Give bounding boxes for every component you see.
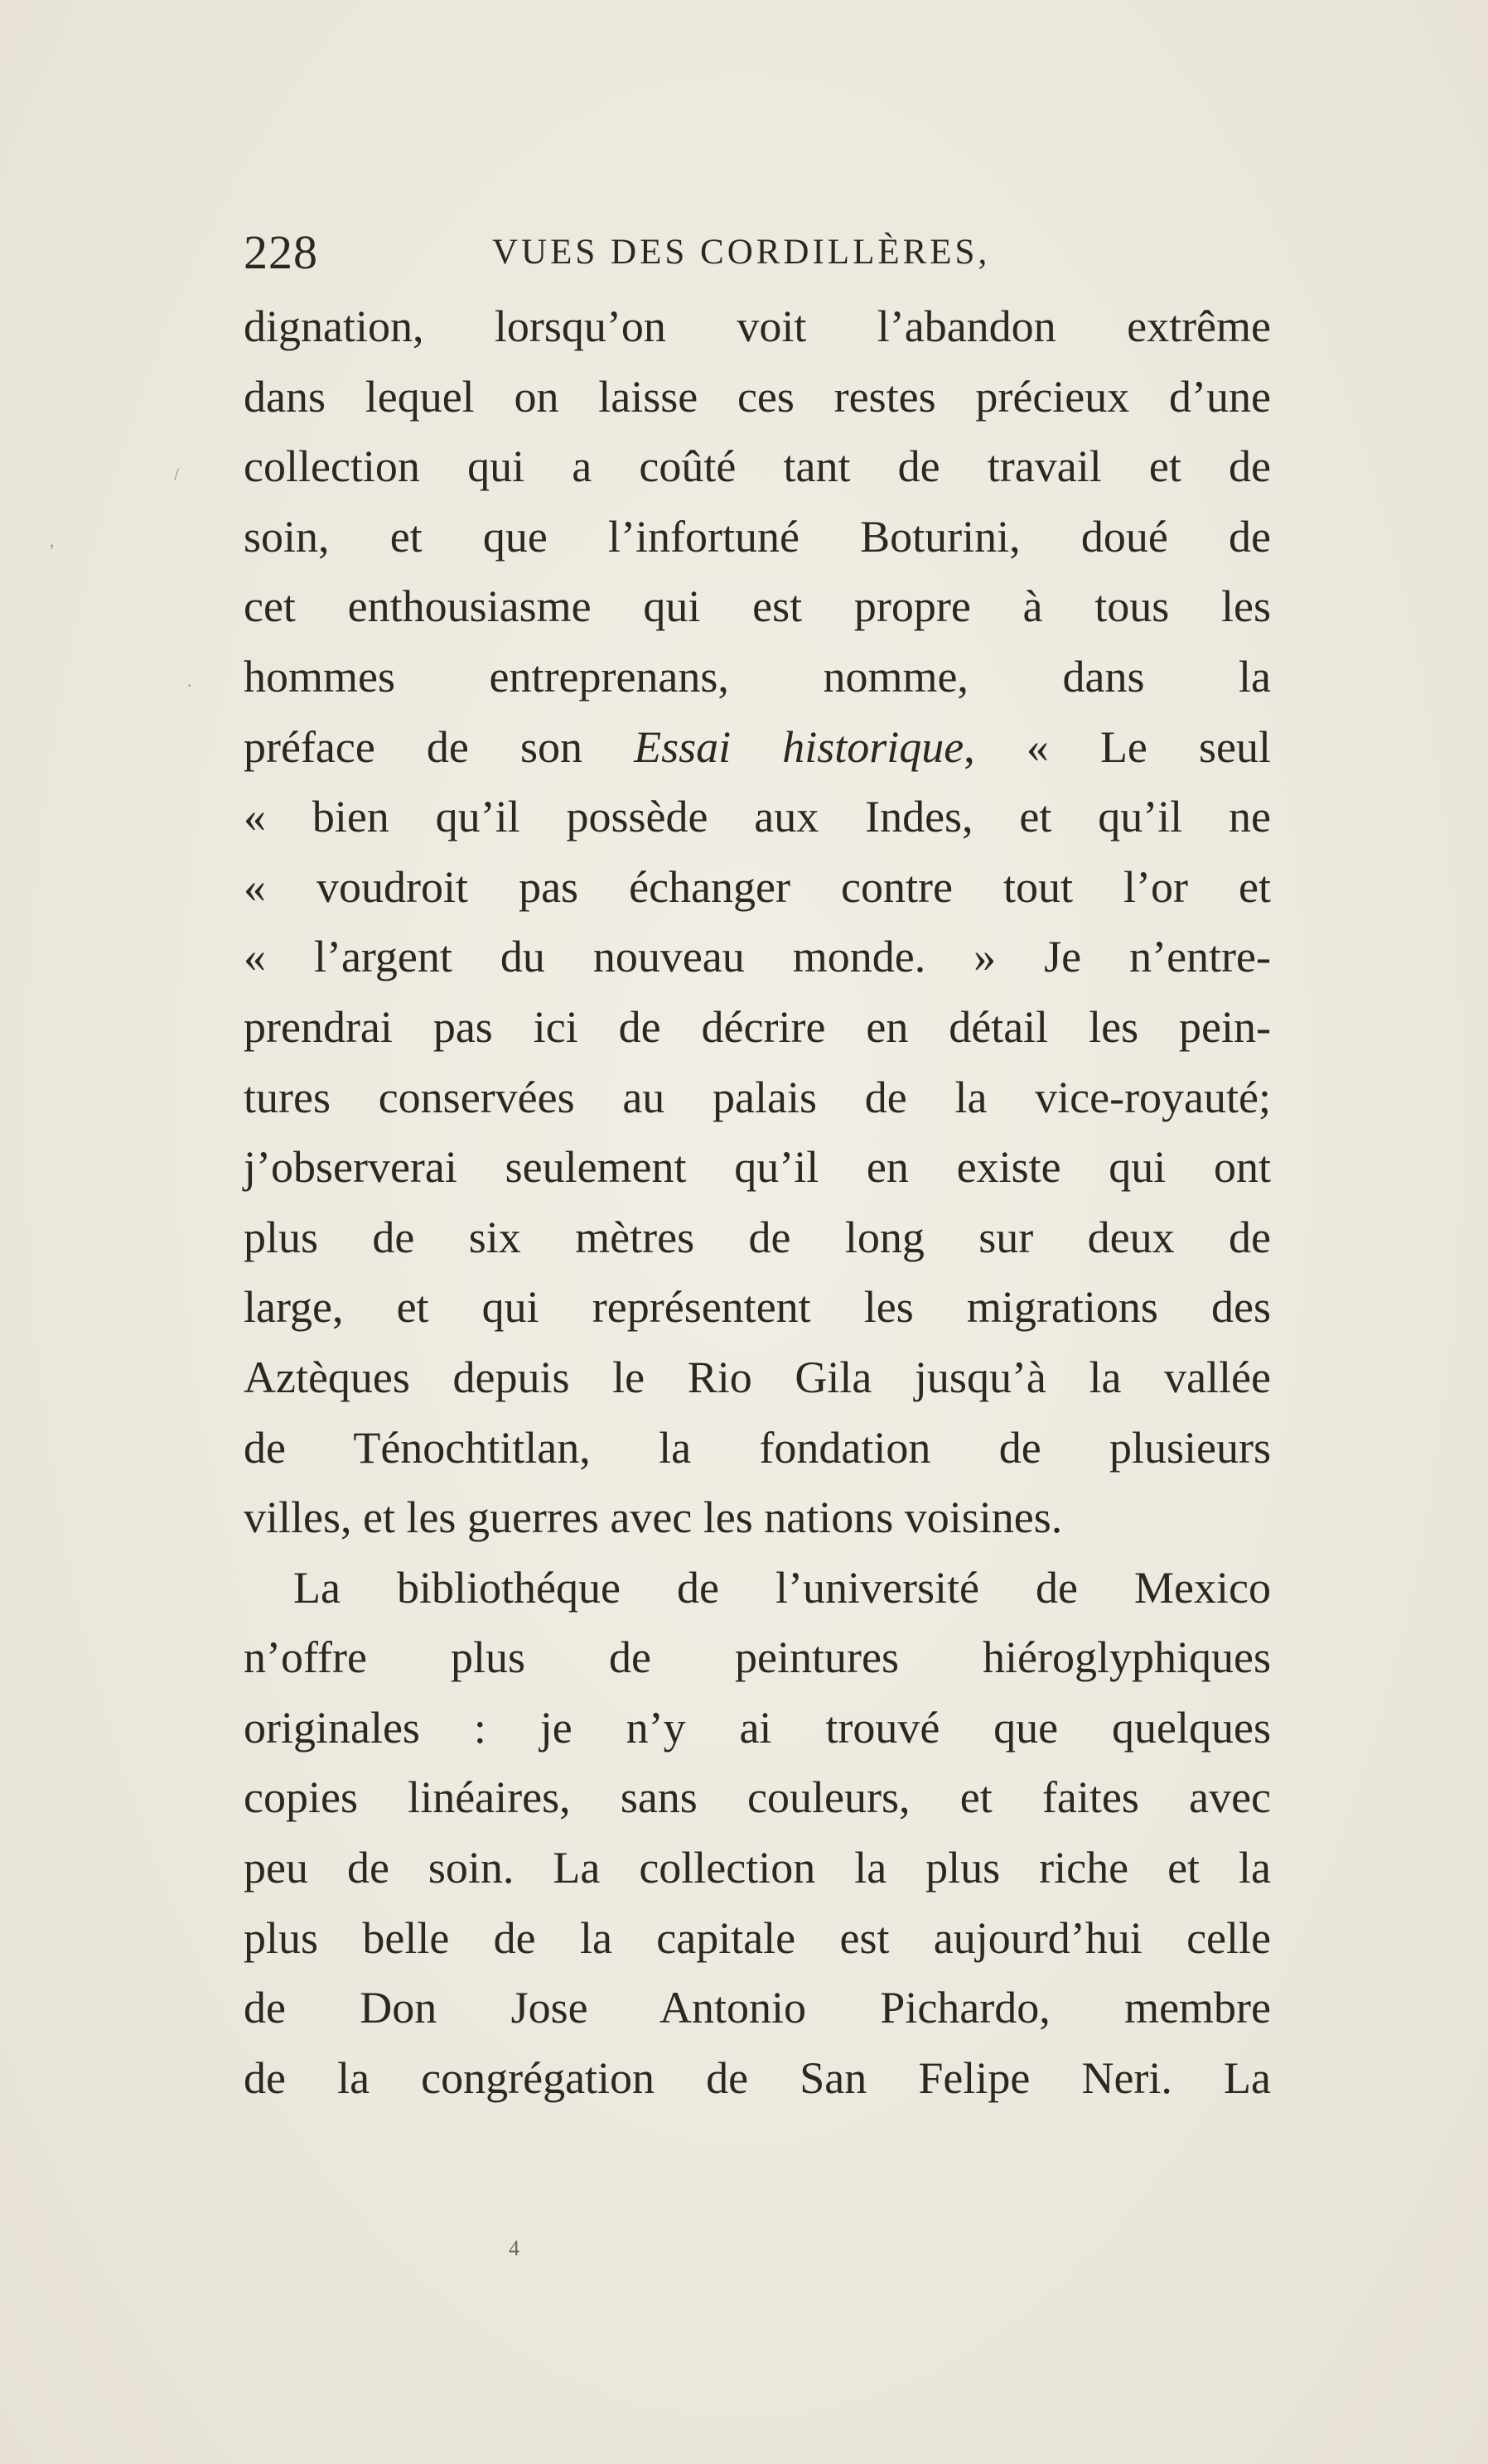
body-text [244, 292, 1271, 2113]
text-line: « l’argent du nouveau monde. » Je n’entre- [244, 932, 1271, 982]
text-line: « bien qu’il possède aux Indes, et qu’il ne [244, 792, 1271, 842]
text-line: originales : je n’y ai trouvé que quelques [244, 1702, 1271, 1753]
paper-speck: , [50, 530, 55, 551]
text-line: hommes entreprenans, nomme, dans la [244, 651, 1271, 702]
text-line: de Don Jose Antonio Pichardo, membre [244, 1983, 1271, 2033]
text-line: Aztèques depuis le Rio Gila jusqu’à la vallée [244, 1352, 1271, 1402]
paper-speck: · [186, 675, 193, 696]
text-line: n’offre plus de peintures hiéroglyphiques [244, 1632, 1271, 1683]
text-line: dignation, lorsqu’on voit l’abandon extrême [244, 301, 1271, 351]
text-line: villes, et les guerres avec les nations voisines. [244, 1492, 1063, 1543]
text-line: plus belle de la capitale est aujourd’hui celle [244, 1912, 1271, 1963]
text-line: de la congrégation de San Felipe Neri. La [244, 2052, 1271, 2103]
text-line: de Ténochtitlan, la fondation de plusieurs [244, 1422, 1271, 1473]
text-line: large, et qui représentent les migrations des [244, 1282, 1271, 1333]
paragraph-first-line: La bibliothéque de l’université de Mexico [293, 1562, 1271, 1613]
text-line: plus de six mètres de long sur deux de [244, 1212, 1271, 1262]
text-line: peu de soin. La collection la plus riche et la [244, 1843, 1271, 1893]
italic-book-title: Essai historique [634, 721, 964, 772]
text-line: cet enthousiasme qui est propre à tous les [244, 581, 1271, 632]
text-line: collection qui a coûté tant de travail et de [244, 441, 1271, 492]
text-line: prendrai pas ici de décrire en détail les pein- [244, 1001, 1271, 1052]
running-head: VUES DES CORDILLÈRES, [492, 233, 991, 272]
text-line: soin, et que l’infortuné Boturini, doué de [244, 511, 1271, 562]
text-line: tures conservées au palais de la vice-royauté; [244, 1072, 1271, 1122]
text-line: dans lequel on laisse ces restes précieux d’une [244, 371, 1271, 422]
text-line: j’observerai seulement qu’il en existe qui ont [244, 1142, 1271, 1193]
text-line: « voudroit pas échanger contre tout l’or et [244, 861, 1271, 912]
page-header [244, 217, 1271, 288]
paper-speck: / [174, 464, 180, 485]
footer-mark: 4 [509, 2236, 519, 2260]
text-line: copies linéaires, sans couleurs, et faites avec [244, 1772, 1271, 1823]
text-line-with-italic-title: préface de son Essai historique, « Le seul [244, 721, 1271, 772]
page-number: 228 [244, 225, 318, 279]
